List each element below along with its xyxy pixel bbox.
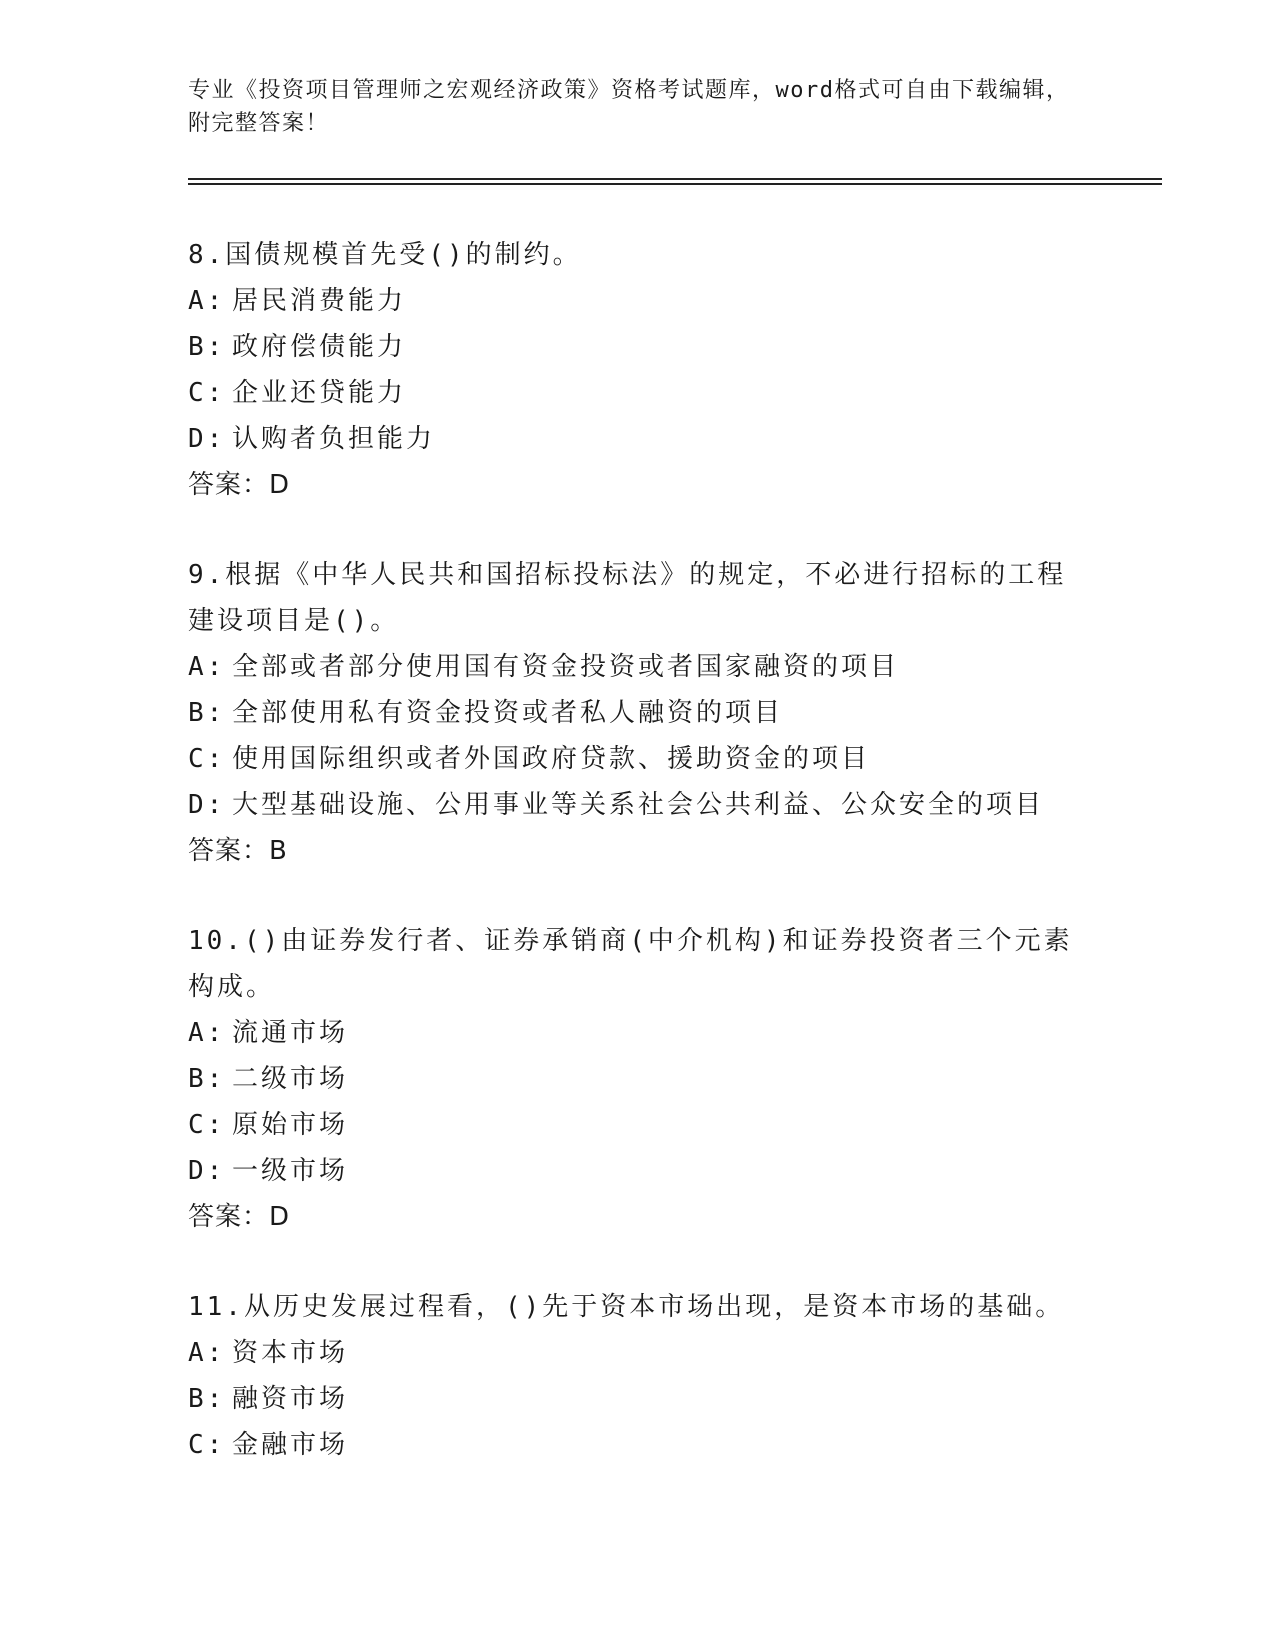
option-a (188, 1010, 1088, 1056)
document-intro: 专业《投资项目管理师之宏观经济政策》资格考试题库，word格式可自由下载编辑，附完整答案！ (188, 78, 1070, 136)
option-b (188, 1056, 1088, 1102)
option-b (188, 1376, 1088, 1422)
option-text: 大型基础设施、公用事业等关系社会公共利益、公众安全的项目 (232, 790, 1045, 820)
option-letter: D: (188, 790, 226, 820)
option-c (188, 1422, 1088, 1468)
option-c (188, 370, 1088, 416)
question-11 (188, 1284, 1088, 1468)
option-letter: C: (188, 1430, 226, 1460)
option-letter: A: (188, 286, 226, 316)
option-letter: C: (188, 744, 226, 774)
option-text: 融资市场 (232, 1384, 349, 1414)
option-text: 政府偿债能力 (232, 332, 407, 362)
option-letter: B: (188, 1064, 226, 1094)
option-text: 全部或者部分使用国有资金投资或者国家融资的项目 (232, 652, 900, 682)
question-9 (188, 552, 1088, 874)
option-text: 企业还贷能力 (232, 378, 407, 408)
option-text: 二级市场 (232, 1064, 349, 1094)
option-a (188, 644, 1088, 690)
option-text: 金融市场 (232, 1430, 349, 1460)
option-text: 流通市场 (232, 1018, 349, 1048)
option-letter: A: (188, 1018, 226, 1048)
option-letter: B: (188, 1384, 226, 1414)
answer-line: 答案：D (188, 470, 291, 500)
option-letter: B: (188, 698, 226, 728)
question-stem: 11.从历史发展过程看，()先于资本市场出现，是资本市场的基础。 (188, 1292, 1065, 1322)
question-stem: 9.根据《中华人民共和国招标投标法》的规定，不必进行招标的工程建设项目是()。 (188, 560, 1067, 636)
question-8 (188, 232, 1088, 508)
option-letter: A: (188, 652, 226, 682)
option-text: 认购者负担能力 (232, 424, 436, 454)
option-a (188, 1330, 1088, 1376)
question-stem: 8.国债规模首先受()的制约。 (188, 240, 582, 270)
option-text: 居民消费能力 (232, 286, 407, 316)
option-letter: A: (188, 1338, 226, 1368)
question-10 (188, 918, 1088, 1240)
option-text: 全部使用私有资金投资或者私人融资的项目 (232, 698, 784, 728)
option-c (188, 1102, 1088, 1148)
option-b (188, 690, 1088, 736)
option-text: 使用国际组织或者外国政府贷款、援助资金的项目 (232, 744, 871, 774)
question-stem: 10.()由证券发行者、证券承销商(中介机构)和证券投资者三个元素构成。 (188, 926, 1073, 1002)
answer-line: 答案：B (188, 836, 288, 866)
option-letter: B: (188, 332, 226, 362)
option-b (188, 324, 1088, 370)
option-letter: D: (188, 424, 226, 454)
option-letter: D: (188, 1156, 226, 1186)
option-d (188, 1148, 1088, 1194)
option-text: 原始市场 (232, 1110, 349, 1140)
option-d (188, 416, 1088, 462)
option-c (188, 736, 1088, 782)
option-letter: C: (188, 1110, 226, 1140)
question-list (188, 232, 1088, 1512)
option-text: 一级市场 (232, 1156, 349, 1186)
header-divider-bottom (188, 183, 1162, 185)
option-a (188, 278, 1088, 324)
option-letter: C: (188, 378, 226, 408)
option-d (188, 782, 1088, 828)
header-divider-top (188, 178, 1162, 180)
answer-line: 答案：D (188, 1202, 291, 1232)
option-text: 资本市场 (232, 1338, 349, 1368)
